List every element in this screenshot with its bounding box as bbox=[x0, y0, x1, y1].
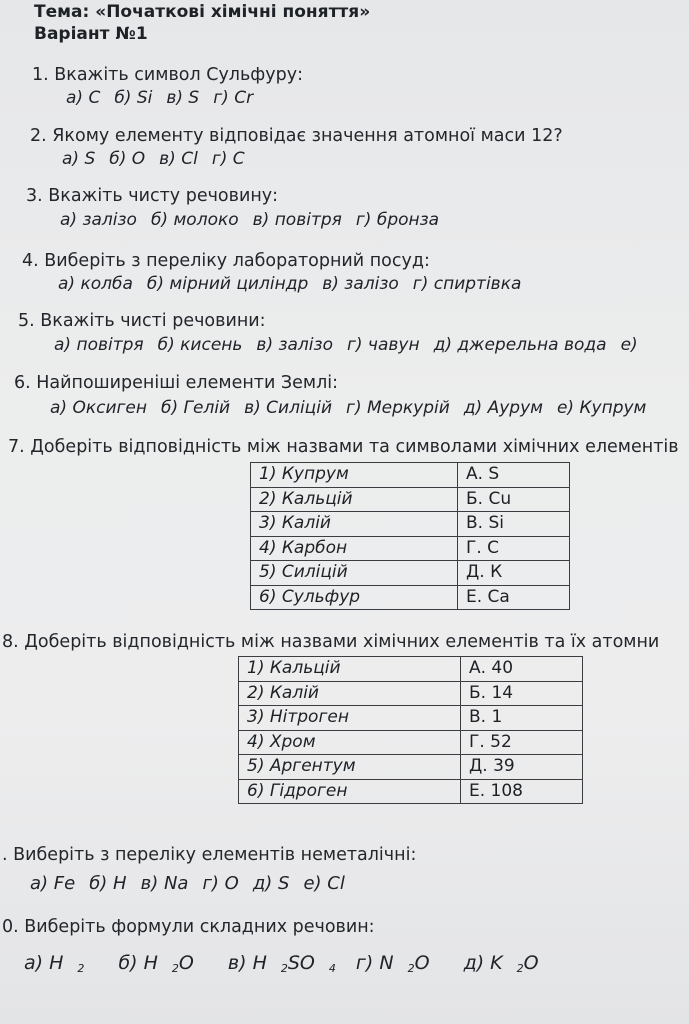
option: б) молоко bbox=[150, 210, 239, 230]
option: б) Н bbox=[89, 873, 127, 894]
table-row bbox=[239, 681, 583, 706]
option: е) bbox=[620, 335, 638, 355]
option: б) H $_2$O bbox=[118, 952, 194, 975]
question-5: 5. Вкажіть чисті речовини: bbox=[18, 311, 266, 331]
element-symbol: А. S bbox=[458, 463, 570, 488]
table-row bbox=[239, 657, 583, 682]
question-7: 7. Доберіть відповідність між назвами та символами хімічних елементів bbox=[8, 437, 679, 457]
option: в) залізо bbox=[256, 335, 333, 355]
question-4: 4. Виберіть з переліку лабораторний посуд: bbox=[22, 251, 430, 271]
element-name: 4) Карбон bbox=[251, 536, 458, 561]
atomic-mass: Д. 39 bbox=[461, 755, 583, 780]
atomic-mass: А. 40 bbox=[461, 657, 583, 682]
option: г) спиртівка bbox=[412, 274, 522, 294]
option: д) Аурум bbox=[463, 398, 543, 418]
option: в) S bbox=[166, 88, 200, 108]
atomic-mass: В. 1 bbox=[461, 706, 583, 731]
question-1: 1. Вкажіть символ Сульфуру: bbox=[32, 65, 303, 85]
question-2-options bbox=[62, 149, 259, 169]
table-row bbox=[251, 585, 570, 610]
table-row bbox=[239, 730, 583, 755]
question-9: . Виберіть з переліку елементів неметалічні: bbox=[2, 845, 417, 865]
element-name: 5) Аргентум bbox=[239, 755, 461, 780]
option: б) Гелій bbox=[161, 398, 231, 418]
topic-title: Тема: «Початкові хімічні поняття» bbox=[34, 2, 371, 22]
option: б) Si bbox=[114, 88, 153, 108]
element-name: 1) Кальцій bbox=[239, 657, 461, 682]
question-2: 2. Якому елементу відповідає значення атомної маси 12? bbox=[30, 126, 563, 146]
option: а) H $_2$ bbox=[24, 952, 85, 975]
option: г) бронза bbox=[355, 210, 440, 230]
option: б) О bbox=[109, 149, 146, 169]
option: в) H $_2$SO $_4$ bbox=[227, 952, 336, 975]
element-symbol: Д. К bbox=[458, 561, 570, 586]
question-7-match-table bbox=[250, 462, 570, 610]
option: а) залізо bbox=[60, 210, 137, 230]
element-name: 3) Нітроген bbox=[239, 706, 461, 731]
option: г) С bbox=[211, 149, 245, 169]
question-10: 0. Виберіть формули складних речовин: bbox=[2, 917, 375, 937]
question-8: 8. Доберіть відповідність між назвами хімічних елементів та їх атомни bbox=[2, 632, 660, 652]
element-symbol: Б. Cu bbox=[458, 487, 570, 512]
table-row bbox=[239, 755, 583, 780]
table-row bbox=[251, 463, 570, 488]
option: а) С bbox=[66, 88, 101, 108]
table-row bbox=[251, 536, 570, 561]
atomic-mass: Е. 108 bbox=[461, 779, 583, 804]
option: а) колба bbox=[58, 274, 133, 294]
atomic-mass: Б. 14 bbox=[461, 681, 583, 706]
element-symbol: Е. Са bbox=[458, 585, 570, 610]
option: е) Cl bbox=[303, 873, 345, 894]
table-row bbox=[239, 706, 583, 731]
element-name: 5) Силіцій bbox=[251, 561, 458, 586]
atomic-mass: Г. 52 bbox=[461, 730, 583, 755]
option: г) Меркурій bbox=[346, 398, 450, 418]
option: в) Na bbox=[140, 873, 189, 894]
option: д) S bbox=[252, 873, 290, 894]
element-name: 4) Хром bbox=[239, 730, 461, 755]
question-10-options bbox=[24, 952, 567, 975]
option: г) O bbox=[202, 873, 239, 894]
element-name: 2) Калій bbox=[239, 681, 461, 706]
question-9-options bbox=[30, 873, 359, 894]
option: д) джерельна вода bbox=[433, 335, 607, 355]
option: б) кисень bbox=[157, 335, 243, 355]
element-symbol: Г. С bbox=[458, 536, 570, 561]
element-name: 1) Купрум bbox=[251, 463, 458, 488]
option: г) чавун bbox=[346, 335, 420, 355]
option: в) повітря bbox=[252, 210, 342, 230]
element-name: 6) Гідроген bbox=[239, 779, 461, 804]
option: б) мірний циліндр bbox=[146, 274, 309, 294]
option: д) K $_2$O bbox=[463, 952, 539, 975]
option: а) Fe bbox=[30, 873, 76, 894]
table-row bbox=[251, 487, 570, 512]
table-row bbox=[251, 561, 570, 586]
element-name: 3) Калій bbox=[251, 512, 458, 537]
option: в) Cl bbox=[159, 149, 198, 169]
question-3-options bbox=[60, 210, 453, 230]
table-row bbox=[239, 779, 583, 804]
question-1-options bbox=[66, 88, 267, 108]
option: а) повітря bbox=[54, 335, 144, 355]
table-row bbox=[251, 512, 570, 537]
option: в) залізо bbox=[322, 274, 399, 294]
element-name: 6) Сульфур bbox=[251, 585, 458, 610]
element-symbol: В. Si bbox=[458, 512, 570, 537]
option: г) N $_2$O bbox=[355, 952, 430, 975]
option: а) Оксиген bbox=[50, 398, 148, 418]
question-8-match-table bbox=[238, 656, 583, 804]
option: а) S bbox=[62, 149, 96, 169]
question-5-options bbox=[54, 335, 652, 355]
question-6-options bbox=[50, 398, 660, 418]
question-3: 3. Вкажіть чисту речовину: bbox=[26, 186, 279, 206]
element-name: 2) Кальцій bbox=[251, 487, 458, 512]
option: е) Купрум bbox=[556, 398, 647, 418]
variant-title: Варіант №1 bbox=[34, 24, 148, 44]
option: г) Cr bbox=[213, 88, 254, 108]
question-4-options bbox=[58, 274, 535, 294]
question-6: 6. Найпоширеніші елементи Землі: bbox=[14, 373, 339, 393]
option: в) Силіцій bbox=[244, 398, 333, 418]
